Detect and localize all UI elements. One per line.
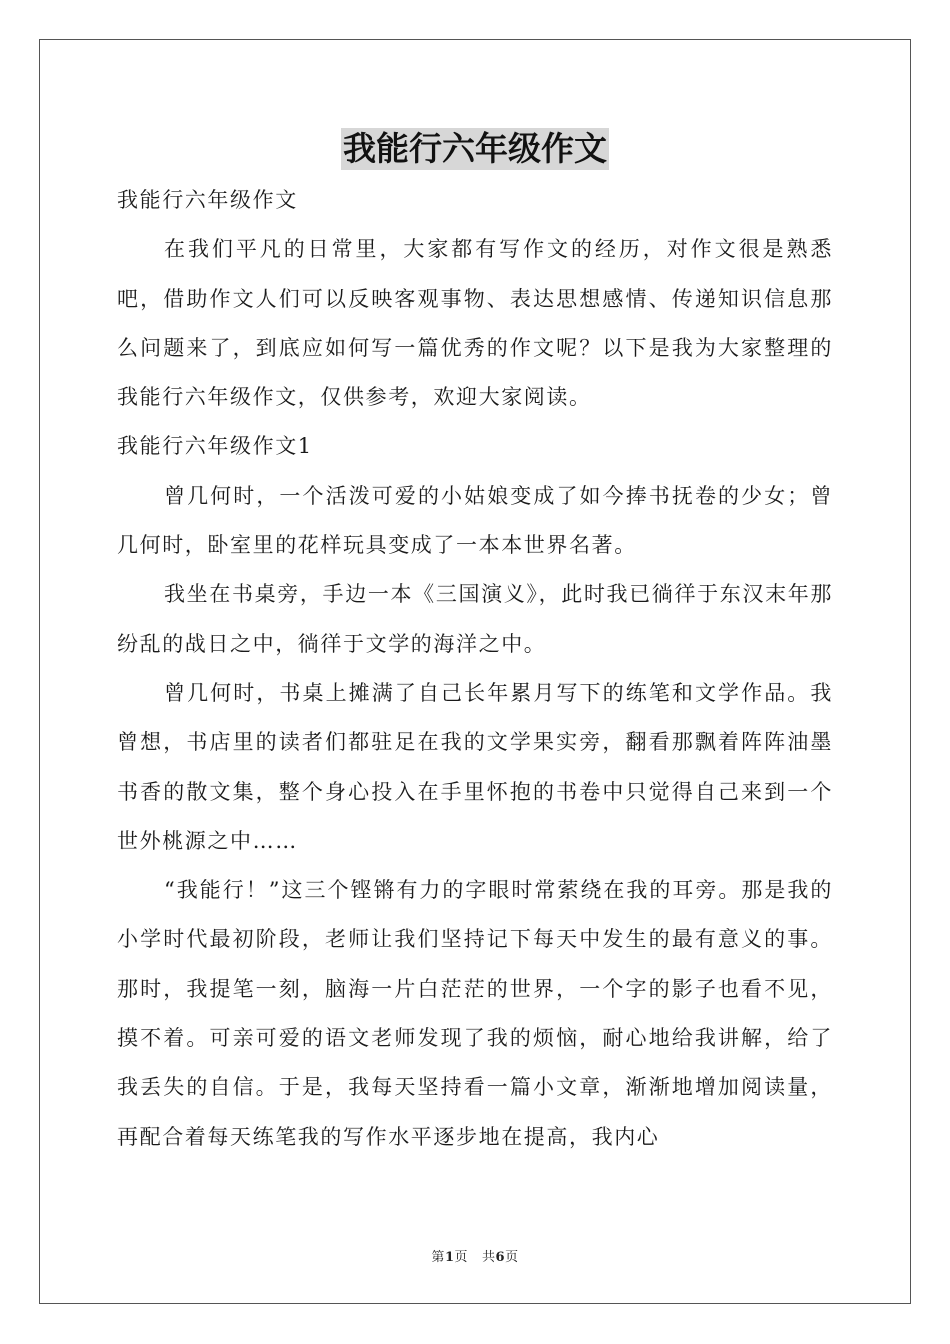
document-title: 我能行六年级作文: [343, 129, 607, 168]
page-footer: [0, 1246, 950, 1265]
subtitle-heading: 我能行六年级作文: [117, 188, 298, 212]
body-paragraph: 曾几何时，书桌上摊满了自己长年累月写下的练笔和文学作品。我曾想，书店里的读者们都驻足在我的文学果实旁，翻看那飘着阵阵油墨书香的散文集，整个身心投入在手里怀抱的书卷中只觉得自己来到一个世外桃源之中……: [117, 680, 833, 853]
body-paragraph: 曾几何时，一个活泼可爱的小姑娘变成了如今捧书抚卷的少女；曾几何时，卧室里的花样玩具变成了一本本世界名著。: [117, 483, 833, 558]
document-body: [117, 176, 833, 1162]
page-prefix: 第: [431, 1250, 445, 1265]
total-unit: 页: [505, 1250, 519, 1265]
current-page-number: 1: [444, 1250, 455, 1265]
intro-paragraph: 在我们平凡的日常里，大家都有写作文的经历，对作文很是熟悉吧，借助作文人们可以反映客观事物、表达思想感情、传递知识信息那么问题来了，到底应如何写一篇优秀的作文呢？以下是我为大家整理的我能行六年级作文，仅供参考，欢迎大家阅读。: [117, 237, 833, 410]
body-paragraph: 我坐在书桌旁，手边一本《三国演义》，此时我已徜徉于东汉末年那纷乱的战日之中，徜徉于文学的海洋之中。: [117, 582, 833, 656]
total-prefix: 共: [482, 1250, 496, 1265]
essay-1-heading: 我能行六年级作文1: [117, 434, 313, 459]
total-page-number: 6: [495, 1250, 506, 1265]
page-unit: 页: [454, 1250, 468, 1265]
body-paragraph: “我能行！”这三个铿锵有力的字眼时常萦绕在我的耳旁。那是我的小学时代最初阶段，老师让我们坚持记下每天中发生的最有意义的事。那时，我提笔一刻，脑海一片白茫茫的世界，一个字的影子也看不见，摸不着。可亲可爱的语文老师发现了我的烦恼，耐心地给我讲解，给了我丢失的自信。于是，我每天坚持看一篇小文章，渐渐地增加阅读量，再配合着每天练笔我的写作水平逐步地在提高，我内心: [117, 878, 833, 1149]
title-container: [0, 128, 950, 170]
